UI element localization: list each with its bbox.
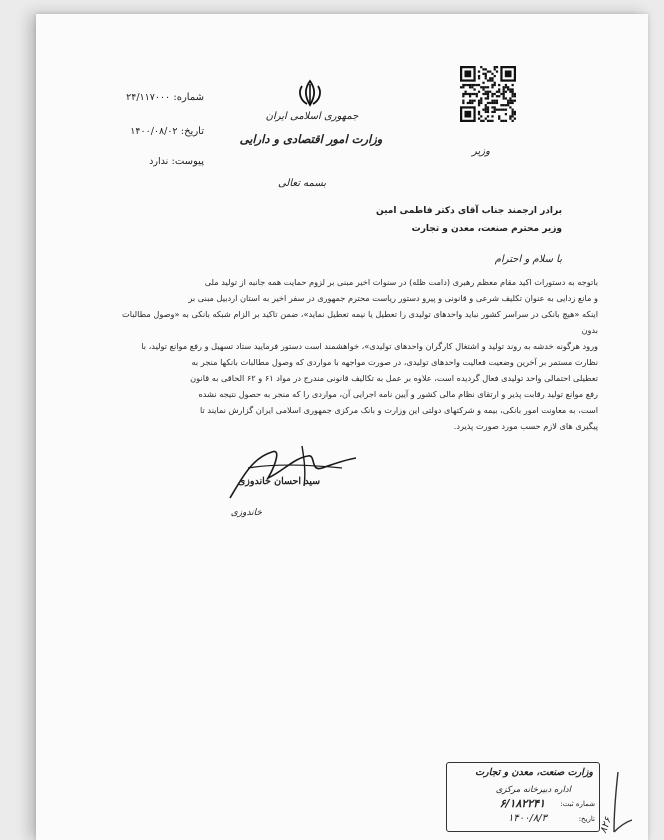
date-label: تاریخ: [180,126,204,137]
body-line: اینکه «هیچ بانکی در سراسر کشور نباید واحدهای تولیدی را تعطیل یا نیمه تعطیل نماید»، ضمن تاکید بر الزام شبکه بانکی به «وصول مطالبات بدون [122,309,598,335]
signatory-name: سید احسان خاندوزی [237,476,321,487]
body-line: رفع موانع تولید رقابت پذیر و ارتقای نظام مالی کشور و آیین نامه اجرایی آن، مواردی را که منجر به حصول نتیجه نشده [198,389,598,399]
ministry-title: وزارت امور اقتصادی و دارایی [239,132,383,146]
body-line: و مانع زدایی به عنوان تکلیف شرعی و قانونی و پیرو دستور ریاست محترم جمهوری در سفر اخیر به استان اردبیل مبنی بر [188,293,598,303]
minister-label: وزیر [472,146,490,157]
qr-code [460,66,516,122]
stamp-date-label: تاریخ: [578,815,595,823]
attachment-row [86,156,204,167]
signed-note: خاندوزی [230,508,262,518]
body-line: است، به معاونت امور بانکی، بیمه و شرکتهای دولتی این وزارت و بانک مرکزی جمهوری اسلامی ایران گزارش نمایند تا [200,405,598,415]
letter-sheet [36,14,648,840]
number-value: ۲۴/۱۱۷۰۰۰ [126,92,171,103]
attachment-label: پیوست: [171,156,204,167]
stamp-office: اداره دبیرخانه مرکزی [495,785,571,795]
body-line: نظارت مستمر بر آخرین وضعیت فعالیت واحدهای تولیدی، در صورت مواجهه با مواردی که وصول مطالبات بانکها منجر به [191,357,598,367]
body-line: ورود هرگونه خدشه به روند تولید و اشتغال کارگران واحدهای تولیدی»، خواهشمند است دستور فرمایید ستاد تسهیل و رفع موانع تولید، با [141,341,598,351]
letter-body [122,274,598,434]
republic-title: جمهوری اسلامی ایران [265,111,359,122]
invocation: بسمه تعالی [277,178,327,189]
stamp-number-value: ۶/۱۸۲۲۴۱ [499,797,545,810]
body-line: تعطیلی احتمالی واحد تولیدی فعال گردیده است، علاوه بر عمل به تکالیف قانونی مندرج در مواد ۶۱ و ۶۲ الحاقی به قانون [190,373,598,383]
recipient-line2: وزیر محترم صنعت، معدن و تجارت [411,224,562,234]
date-value: ۱۴۰۰/۰۸/۰۲ [130,126,178,137]
body-line: پیگیری های لازم حسب مورد صورت پذیرد. [453,421,598,431]
attachment-value: ندارد [149,156,169,167]
stamp-date-value: ۱۴۰۰/۸/۳ [508,813,547,824]
iran-emblem-icon [295,78,325,108]
recipient-line1: برادر ارجمند جناب آقای دکتر فاطمی امین [376,206,562,216]
number-row [86,92,204,103]
greeting: با سلام و احترام [494,254,562,265]
body-line: باتوجه به دستورات اکید مقام معظم رهبری (دامت ظله) در سنوات اخیر مبنی بر لزوم حمایت همه جانبه از تولید ملی [204,277,598,287]
stamp-ministry: وزارت صنعت، معدن و تجارت [475,767,593,778]
margin-note: ۸۲۶ [598,816,614,835]
stamp-number-label: شماره ثبت: [560,800,595,808]
receipt-stamp [446,762,600,832]
number-label: شماره: [173,92,204,103]
signature-scribble [212,438,362,508]
date-row [86,126,204,137]
